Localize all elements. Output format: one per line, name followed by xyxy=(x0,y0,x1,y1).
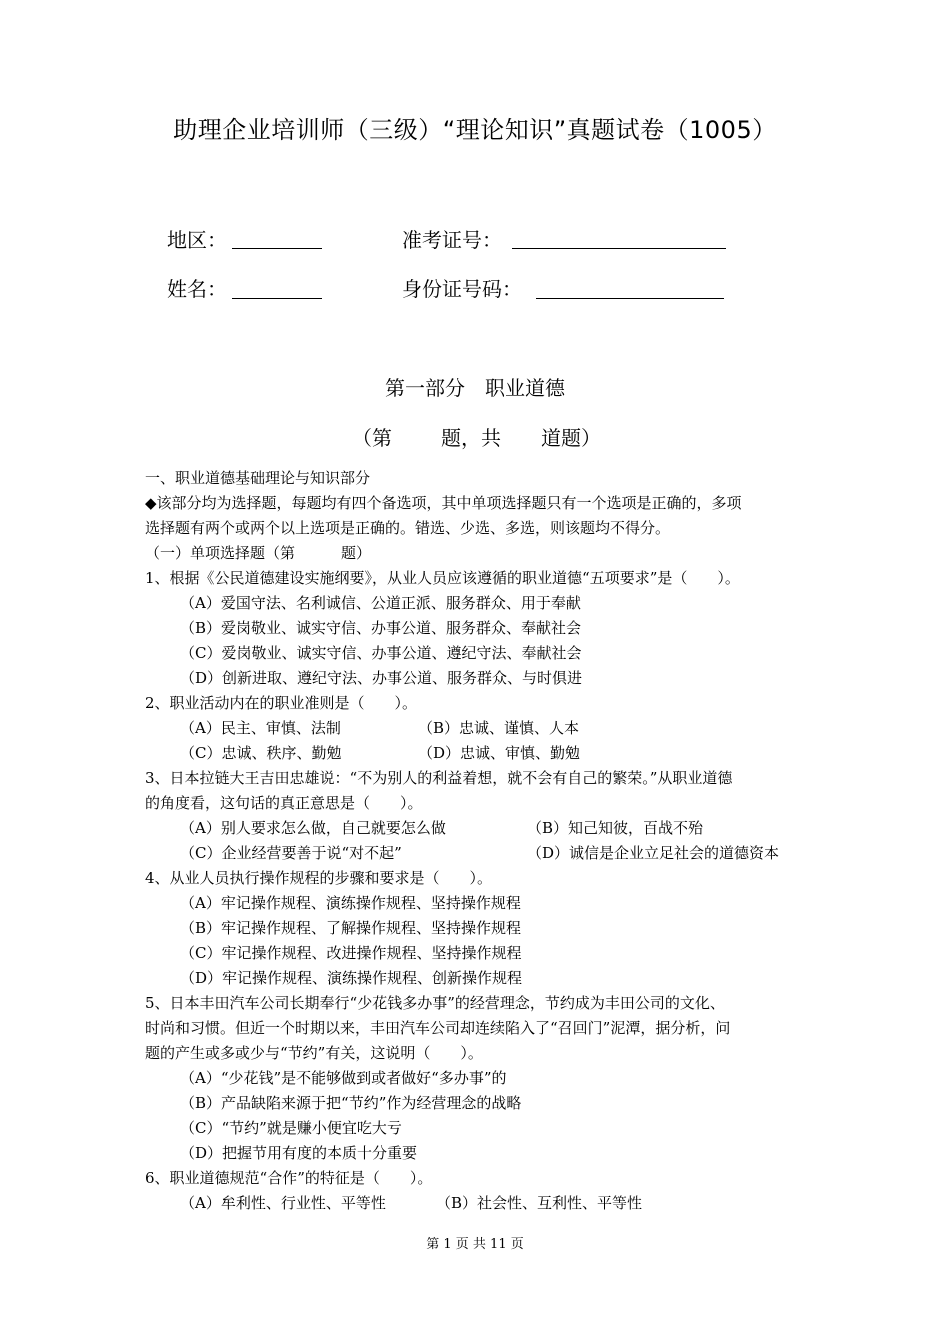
id-card-field[interactable] xyxy=(536,298,724,299)
question-3-option-c: （C）企业经营要善于说“对不起” xyxy=(180,844,402,862)
question-3-stem-line-1: 3、日本拉链大王吉田忠雄说：“不为别人的利益着想，就不会有自己的繁荣。”从职业道德 xyxy=(145,769,733,787)
exam-id-field[interactable] xyxy=(512,248,726,249)
question-6-option-a: （A）牟利性、行业性、平等性 xyxy=(180,1194,386,1212)
question-4-option-a: （A）牢记操作规程、演练操作规程、坚持操作规程 xyxy=(180,894,521,912)
instruction-line-1: ◆该部分均为选择题，每题均有四个备选项，其中单项选择题只有一个选项是正确的，多项 xyxy=(145,494,742,512)
question-1-option-d: （D）创新进取、遵纪守法、办事公道、服务群众、与时俱进 xyxy=(180,669,583,687)
question-4-option-b: （B）牢记操作规程、了解操作规程、坚持操作规程 xyxy=(180,919,522,937)
question-2-option-b: （B）忠诚、谨慎、人本 xyxy=(418,719,580,737)
instruction-line-2: 选择题有两个或两个以上选项是正确的。错选、少选、多选，则该题均不得分。 xyxy=(145,519,671,537)
question-1-option-a: （A）爱国守法、名利诚信、公道正派、服务群众、用于奉献 xyxy=(180,594,581,612)
question-5-stem-line-2: 时尚和习惯。但近一个时期以来，丰田汽车公司却连续陷入了“召回门”泥潭，据分析，问 xyxy=(145,1019,731,1037)
region-label: 地区： xyxy=(167,228,227,252)
part-range-close: 道题） xyxy=(541,426,601,450)
page-title: 助理企业培训师（三级）“理论知识”真题试卷（1005） xyxy=(173,116,777,144)
region-field[interactable] xyxy=(232,248,322,249)
question-5-stem-line-3: 题的产生或多或少与“节约”有关，这说明（ ）。 xyxy=(145,1044,483,1062)
name-field[interactable] xyxy=(232,298,322,299)
question-1-option-b: （B）爱岗敬业、诚实守信、办事公道、服务群众、奉献社会 xyxy=(180,619,582,637)
question-5-option-d: （D）把握节用有度的本质十分重要 xyxy=(180,1144,418,1162)
part-range-open: （第 xyxy=(352,426,392,450)
section-heading: 一、职业道德基础理论与知识部分 xyxy=(145,469,371,487)
question-2-stem: 2、职业活动内在的职业准则是（ ）。 xyxy=(145,694,418,712)
question-3-option-a: （A）别人要求怎么做，自己就要怎么做 xyxy=(180,819,446,837)
question-4-stem: 4、从业人员执行操作规程的步骤和要求是（ ）。 xyxy=(145,869,493,887)
subsection-open: （一）单项选择题（第 xyxy=(145,544,296,562)
question-2-option-d: （D）忠诚、审慎、勤勉 xyxy=(418,744,581,762)
question-1-stem: 1、根据《公民道德建设实施纲要》，从业人员应该遵循的职业道德“五项要求”是（ ）。 xyxy=(145,569,740,587)
question-2-option-c: （C）忠诚、秩序、勤勉 xyxy=(180,744,342,762)
question-6-option-b: （B）社会性、互利性、平等性 xyxy=(436,1194,643,1212)
question-3-option-b: （B）知己知彼，百战不殆 xyxy=(527,819,704,837)
name-label: 姓名： xyxy=(167,277,227,301)
question-5-stem-line-1: 5、日本丰田汽车公司长期奉行“少花钱多办事”的经营理念，节约成为丰田公司的文化、 xyxy=(145,994,725,1012)
question-6-stem: 6、职业道德规范“合作”的特征是（ ）。 xyxy=(145,1169,433,1187)
subsection-close: 题） xyxy=(341,544,372,562)
exam-id-label: 准考证号： xyxy=(402,228,502,252)
page-number-footer: 第 1 页 共 11 页 xyxy=(426,1237,524,1252)
question-3-option-d: （D）诚信是企业立足社会的道德资本 xyxy=(527,844,780,862)
question-5-option-c: （C）“节约”就是赚小便宜吃大亏 xyxy=(180,1119,402,1137)
question-3-stem-line-2: 的角度看，这句话的真正意思是（ ）。 xyxy=(145,794,423,812)
question-5-option-a: （A）“少花钱”是不能够做到或者做好“多办事”的 xyxy=(180,1069,507,1087)
question-4-option-c: （C）牢记操作规程、改进操作规程、坚持操作规程 xyxy=(180,944,522,962)
part-range-mid: 题，共 xyxy=(441,426,501,450)
question-1-option-c: （C）爱岗敬业、诚实守信、办事公道、遵纪守法、奉献社会 xyxy=(180,644,582,662)
id-card-label: 身份证号码： xyxy=(402,277,522,301)
part-title: 第一部分 职业道德 xyxy=(385,376,565,400)
question-4-option-d: （D）牢记操作规程、演练操作规程、创新操作规程 xyxy=(180,969,523,987)
question-2-option-a: （A）民主、审慎、法制 xyxy=(180,719,341,737)
question-5-option-b: （B）产品缺陷来源于把“节约”作为经营理念的战略 xyxy=(180,1094,522,1112)
